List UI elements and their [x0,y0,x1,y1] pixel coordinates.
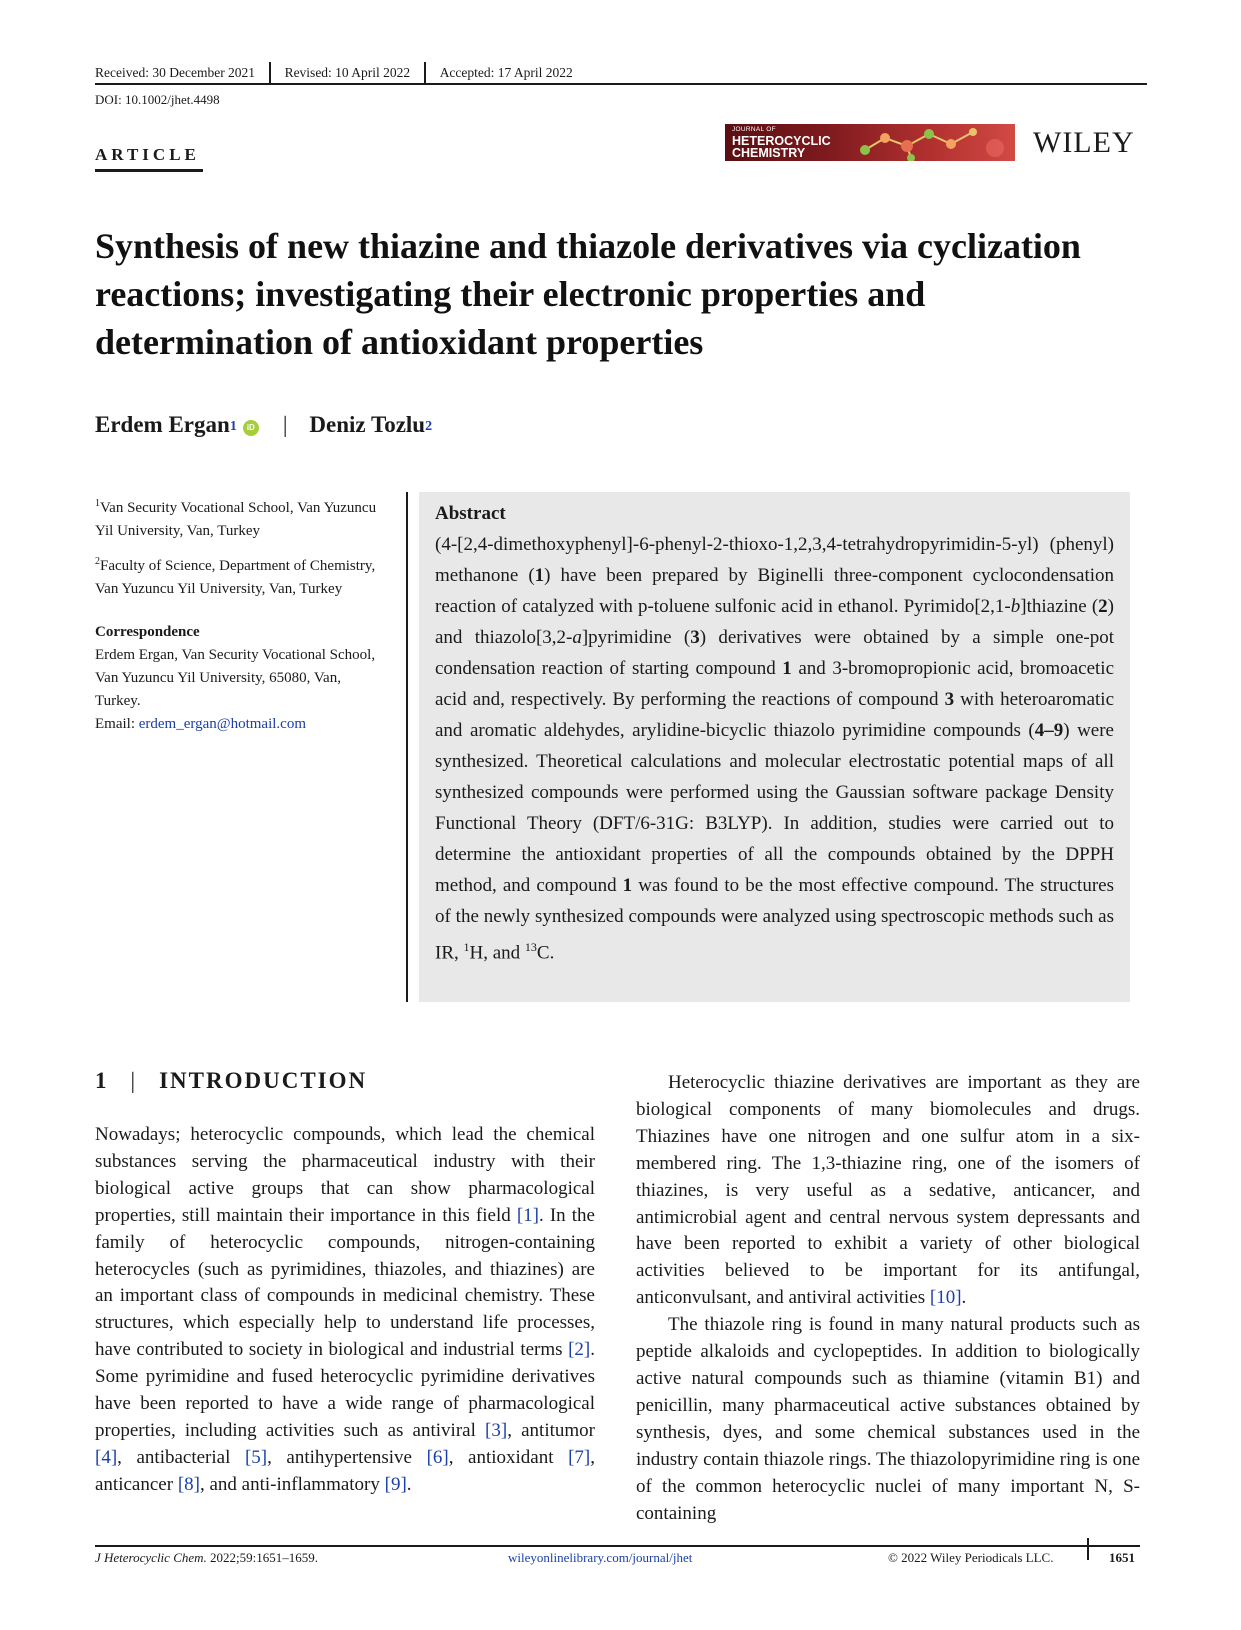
citation-link[interactable]: [9] [384,1473,407,1495]
citation-link[interactable]: [8] [177,1473,200,1495]
correspondence-heading: Correspondence [95,624,200,640]
author-affiliation-ref[interactable]: 1 [229,419,237,434]
citation-link[interactable]: [4] [95,1446,118,1468]
article-title: Synthesis of new thiazine and thiazole derivatives via cyclization reactions; investigating their electronic properties and determination of antioxidant properties [95,226,1081,362]
journal-logo[interactable] [725,124,1015,161]
abstract-rule [406,492,408,1002]
molecule-graphic-icon [845,124,1015,161]
abstract-box [419,492,1130,1002]
revised-date: Revised: 10 April 2022 [284,65,411,80]
date-separator [269,62,271,84]
page-number: 1651 [1109,1550,1135,1565]
citation-link[interactable]: [7] [568,1446,591,1468]
orcid-icon[interactable]: iD [243,420,259,436]
author-separator: | [282,412,288,437]
affiliation-1: $^1$Van Security Vocational School, Van Yuzuncu Yil University, Van, Turkey [95,498,377,539]
body-right-column [636,1070,1140,1527]
citation-link[interactable]: [5] [244,1446,268,1468]
citation-link[interactable]: [10] [929,1287,962,1309]
abstract-heading: Abstract [435,503,506,524]
section-title: INTRODUCTION [159,1068,368,1093]
accepted-date: Accepted: 17 April 2022 [439,65,573,80]
author-name[interactable]: Deniz Tozlu [309,412,426,437]
section-heading [95,1068,367,1094]
footer-rule [95,1545,1140,1547]
citation-link[interactable]: [3] [485,1419,508,1441]
affiliations [95,492,385,743]
article-type-underline [95,169,203,172]
doi[interactable]: DOI: 10.1002/jhet.4498 [95,92,220,107]
section-separator: | [130,1068,138,1093]
journal-logo-line3: CHEMISTRY [732,146,806,160]
footer-separator [1087,1538,1089,1560]
paragraph: Heterocyclic thiazine derivatives are important as they are biological components of many biomolecules and drugs. Thiazines have one nitrogen and one sulfur atom in a six-membered ring. The 1,3-thiazine ring, one of the isomers of thiazines, is very useful as a sedative, anticancer, and antimicrobial agent and central nervous system depressants and have been reported to exhibit a variety of other biological activities believed to be important for its antifungal, anticonvulsant, and antiviral activities [10]. [636,1072,1140,1309]
footer-journal-url[interactable]: wileyonlinelibrary.com/journal/jhet [508,1550,693,1565]
footer-copyright: © 2022 Wiley Periodicals LLC. [888,1550,1054,1565]
correspondence-email-link[interactable]: erdem_ergan@hotmail.com [138,716,306,732]
received-date: Received: 30 December 2021 [95,65,256,80]
paragraph: Nowadays; heterocyclic compounds, which lead the chemical substances serving the pharmaceutical industry with their biological active groups that can show pharmacological properties, still maintain their importance in this field [1]. In the family of heterocyclic compounds, nitrogen-containing heterocycles (such as pyrimidines, thiazoles, and thiazines) are an important class of compounds in medicinal chemistry. These structures, which especially help to understand life processes, have contributed to society in biological and industrial terms [2]. Some pyrimidine and fused heterocyclic pyrimidine derivatives have been reported to have a wide range of pharmacological properties, including activities such as antiviral [3], antitumor [4], antibacterial [5], antihypertensive [6], antioxidant [7], anticancer [8], and anti-inflammatory [9]. [95,1124,595,1495]
affiliation-2: $^2$Faculty of Science, Department of Chemistry, Van Yuzuncu Yil University, Van, Turkey [95,556,376,597]
journal-logo-line2: HETEROCYCLIC [732,133,831,148]
article-type-label: ARTICLE [95,145,200,164]
citation-link[interactable]: [1] [516,1204,539,1226]
paragraph: The thiazole ring is found in many natural products such as peptide alkaloids and cyclopeptides. In addition to biologically active natural compounds such as thiamine (vitamin B1) and penicillin, many pharmaceutical active substances obtained by synthesis, dyes, and some chemical substances used in the industry contain thiazole rings. The thiazolopyrimidine ring is one of the common heterocyclic nuclei of many important N, S-containing [636,1314,1140,1524]
correspondence-text: Erdem Ergan, Van Security Vocational School, Van Yuzuncu Yil University, 65080, Van, Turkey. Email: erdem_ergan@hotmail.com [95,647,376,732]
body-left-column [95,1122,595,1499]
date-separator [424,62,426,84]
journal-logo-line1: JOURNAL OF [732,126,776,133]
footer-citation: J Heterocyclic Chem. 2022;59:1651–1659. [95,1550,319,1565]
article-dates [95,62,573,84]
section-number: 1 [95,1068,109,1093]
abstract-text: (4-[2,4-dimethoxyphenyl]-6-phenyl-2-thioxo-1,2,3,4-tetrahydropyrimidin-5-yl) (phenyl) methanone (1) have been prepared by Biginelli three-component cyclocondensation reaction of catalyzed with p-toluene sulfonic acid in ethanol. Pyrimido[2,1-b]thiazine (2) and thiazolo[3,2-a]pyrimidine (3) derivatives were obtained by a simple one-pot condensation reaction of starting compound 1 and 3-bromopropionic acid, bromoacetic acid and, respectively. By performing the reactions of compound 3 with heteroaromatic and aromatic aldehydes, arylidine-bicyclic thiazolo pyrimidine compounds (4–9) were synthesized. Theoretical calculations and molecular electrostatic potential maps of all synthesized compounds were performed using the Gaussian software package Density Functional Theory (DFT/6-31G: B3LYP). In addition, studies were carried out to determine the antioxidant properties of all the compounds obtained by the DPPH method, and compound 1 was found to be the most effective compound. The structures of the newly synthesized compounds were analyzed using spectroscopic methods such as IR, $^1$H, and $^{13}$C. [435,534,1115,964]
header-rule [95,83,1147,85]
citation-link[interactable]: [2] [568,1339,591,1361]
citation-link[interactable]: [6] [426,1446,449,1468]
author-name[interactable]: Erdem Ergan [95,412,230,437]
author-list [95,412,432,438]
publisher-logo[interactable]: WILEY [1033,126,1135,159]
author-affiliation-ref[interactable]: 2 [425,419,433,434]
